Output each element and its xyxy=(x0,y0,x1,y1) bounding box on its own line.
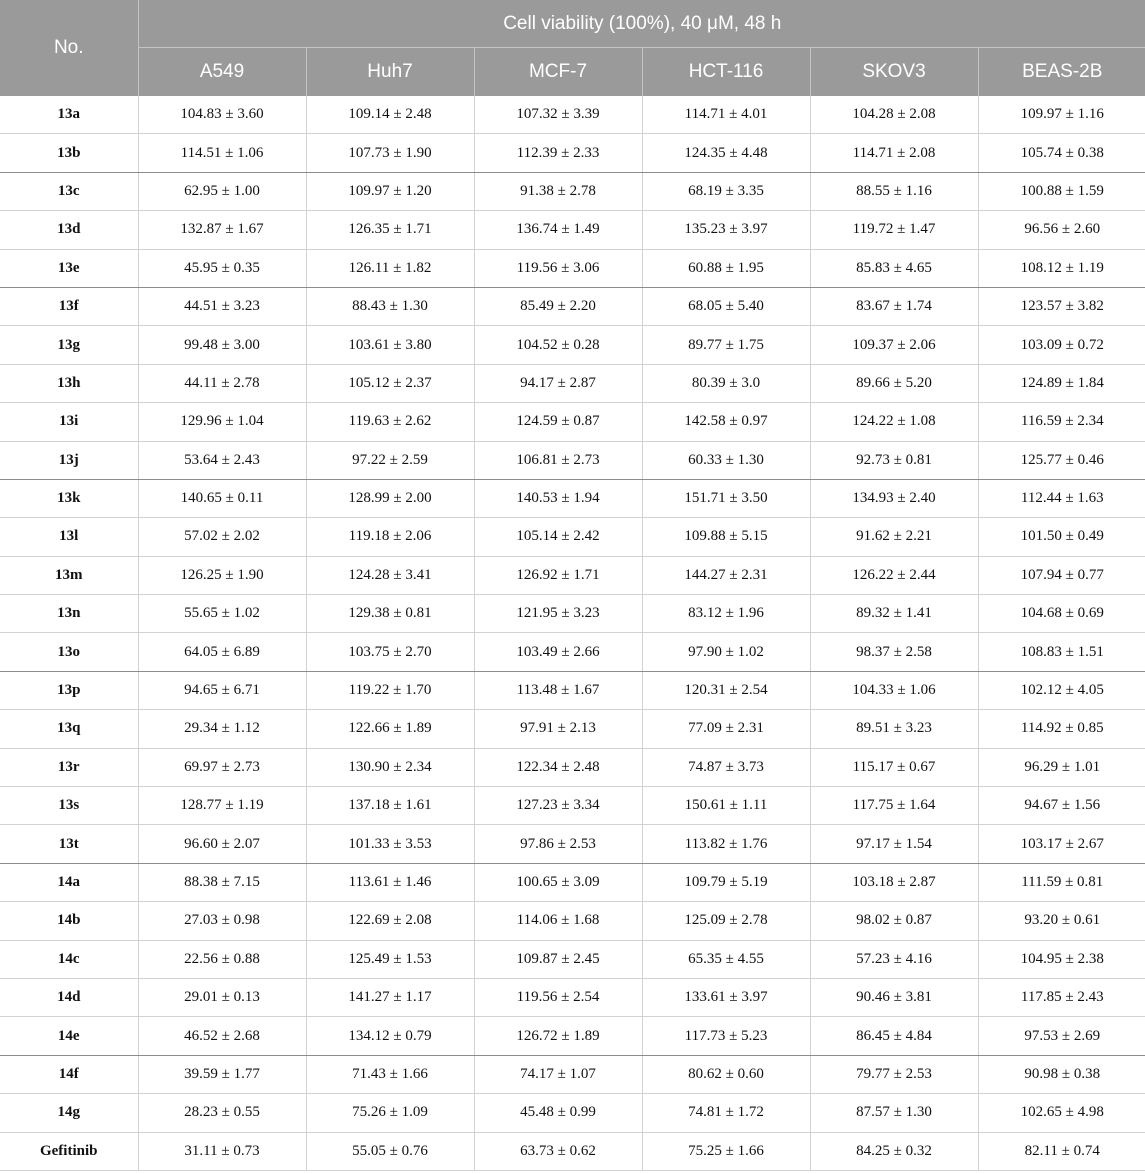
table-row xyxy=(0,825,1145,863)
row-label: 14f xyxy=(0,1055,138,1093)
table-cell: 71.43 ± 1.66 xyxy=(306,1055,474,1093)
row-label: 13l xyxy=(0,518,138,556)
table-cell: 97.90 ± 1.02 xyxy=(642,633,810,671)
table-cell: 117.75 ± 1.64 xyxy=(810,787,978,825)
table-cell: 60.33 ± 1.30 xyxy=(642,441,810,479)
table-cell: 120.31 ± 2.54 xyxy=(642,671,810,709)
table-cell: 96.56 ± 2.60 xyxy=(978,211,1145,249)
table-cell: 129.96 ± 1.04 xyxy=(138,403,306,441)
table-cell: 44.11 ± 2.78 xyxy=(138,364,306,402)
table-cell: 108.83 ± 1.51 xyxy=(978,633,1145,671)
table-cell: 57.23 ± 4.16 xyxy=(810,940,978,978)
table-cell: 113.61 ± 1.46 xyxy=(306,863,474,901)
table-cell: 130.90 ± 2.34 xyxy=(306,748,474,786)
table-cell: 80.39 ± 3.0 xyxy=(642,364,810,402)
table-cell: 117.73 ± 5.23 xyxy=(642,1017,810,1055)
table-cell: 83.12 ± 1.96 xyxy=(642,595,810,633)
table-cell: 104.52 ± 0.28 xyxy=(474,326,642,364)
header-col-a549: A549 xyxy=(138,48,306,97)
table-cell: 109.87 ± 2.45 xyxy=(474,940,642,978)
table-cell: 94.17 ± 2.87 xyxy=(474,364,642,402)
table-cell: 123.57 ± 3.82 xyxy=(978,287,1145,325)
table-cell: 88.38 ± 7.15 xyxy=(138,863,306,901)
table-cell: 80.62 ± 0.60 xyxy=(642,1055,810,1093)
table-cell: 103.17 ± 2.67 xyxy=(978,825,1145,863)
table-cell: 124.59 ± 0.87 xyxy=(474,403,642,441)
row-label: 13r xyxy=(0,748,138,786)
table-cell: 150.61 ± 1.11 xyxy=(642,787,810,825)
table-cell: 101.50 ± 0.49 xyxy=(978,518,1145,556)
table-cell: 111.59 ± 0.81 xyxy=(978,863,1145,901)
row-label: 13g xyxy=(0,326,138,364)
table-cell: 102.12 ± 4.05 xyxy=(978,671,1145,709)
table-cell: 103.18 ± 2.87 xyxy=(810,863,978,901)
table-cell: 103.49 ± 2.66 xyxy=(474,633,642,671)
table-cell: 107.32 ± 3.39 xyxy=(474,96,642,134)
table-row xyxy=(0,1094,1145,1132)
table-row xyxy=(0,211,1145,249)
table-cell: 46.52 ± 2.68 xyxy=(138,1017,306,1055)
row-label: 13e xyxy=(0,249,138,287)
table-cell: 94.65 ± 6.71 xyxy=(138,671,306,709)
table-cell: 22.56 ± 0.88 xyxy=(138,940,306,978)
table-cell: 91.62 ± 2.21 xyxy=(810,518,978,556)
table-cell: 90.98 ± 0.38 xyxy=(978,1055,1145,1093)
table-cell: 109.88 ± 5.15 xyxy=(642,518,810,556)
table-cell: 98.02 ± 0.87 xyxy=(810,902,978,940)
table-cell: 114.71 ± 4.01 xyxy=(642,96,810,134)
row-label: 14c xyxy=(0,940,138,978)
table-cell: 107.73 ± 1.90 xyxy=(306,134,474,172)
table-cell: 115.17 ± 0.67 xyxy=(810,748,978,786)
row-label: 13o xyxy=(0,633,138,671)
table-cell: 119.18 ± 2.06 xyxy=(306,518,474,556)
table-row xyxy=(0,403,1145,441)
table-cell: 122.34 ± 2.48 xyxy=(474,748,642,786)
table-cell: 27.03 ± 0.98 xyxy=(138,902,306,940)
table-row xyxy=(0,134,1145,172)
table-cell: 119.56 ± 3.06 xyxy=(474,249,642,287)
table-cell: 126.35 ± 1.71 xyxy=(306,211,474,249)
table-cell: 119.72 ± 1.47 xyxy=(810,211,978,249)
table-cell: 124.28 ± 3.41 xyxy=(306,556,474,594)
table-cell: 109.37 ± 2.06 xyxy=(810,326,978,364)
header-group-title: Cell viability (100%), 40 μM, 48 h xyxy=(138,0,1145,48)
table-cell: 125.49 ± 1.53 xyxy=(306,940,474,978)
table-cell: 127.23 ± 3.34 xyxy=(474,787,642,825)
table-cell: 97.17 ± 1.54 xyxy=(810,825,978,863)
row-label: Gefitinib xyxy=(0,1132,138,1170)
table-cell: 140.53 ± 1.94 xyxy=(474,479,642,517)
table-cell: 135.23 ± 3.97 xyxy=(642,211,810,249)
table-cell: 124.22 ± 1.08 xyxy=(810,403,978,441)
table-cell: 69.97 ± 2.73 xyxy=(138,748,306,786)
table-cell: 117.85 ± 2.43 xyxy=(978,978,1145,1016)
row-label: 14d xyxy=(0,978,138,1016)
table-cell: 113.48 ± 1.67 xyxy=(474,671,642,709)
table-cell: 75.25 ± 1.66 xyxy=(642,1132,810,1170)
table-cell: 104.33 ± 1.06 xyxy=(810,671,978,709)
table-cell: 101.33 ± 3.53 xyxy=(306,825,474,863)
table-row xyxy=(0,863,1145,901)
table-cell: 104.68 ± 0.69 xyxy=(978,595,1145,633)
table-row xyxy=(0,479,1145,517)
table-cell: 29.01 ± 0.13 xyxy=(138,978,306,1016)
table-cell: 97.91 ± 2.13 xyxy=(474,710,642,748)
row-label: 14g xyxy=(0,1094,138,1132)
row-label: 14b xyxy=(0,902,138,940)
table-cell: 137.18 ± 1.61 xyxy=(306,787,474,825)
table-cell: 45.95 ± 0.35 xyxy=(138,249,306,287)
table-row xyxy=(0,595,1145,633)
row-label: 13p xyxy=(0,671,138,709)
table-row xyxy=(0,441,1145,479)
row-label: 13b xyxy=(0,134,138,172)
table-cell: 65.35 ± 4.55 xyxy=(642,940,810,978)
table-cell: 90.46 ± 3.81 xyxy=(810,978,978,1016)
row-label: 13j xyxy=(0,441,138,479)
table-cell: 86.45 ± 4.84 xyxy=(810,1017,978,1055)
table-row xyxy=(0,710,1145,748)
table-cell: 88.55 ± 1.16 xyxy=(810,172,978,210)
row-label: 14e xyxy=(0,1017,138,1055)
table-cell: 119.56 ± 2.54 xyxy=(474,978,642,1016)
table-cell: 93.20 ± 0.61 xyxy=(978,902,1145,940)
table-cell: 105.12 ± 2.37 xyxy=(306,364,474,402)
table-row xyxy=(0,1132,1145,1170)
table-row xyxy=(0,364,1145,402)
table-cell: 134.12 ± 0.79 xyxy=(306,1017,474,1055)
table-cell: 112.44 ± 1.63 xyxy=(978,479,1145,517)
table-cell: 122.66 ± 1.89 xyxy=(306,710,474,748)
table-cell: 108.12 ± 1.19 xyxy=(978,249,1145,287)
table-cell: 89.77 ± 1.75 xyxy=(642,326,810,364)
table-cell: 125.77 ± 0.46 xyxy=(978,441,1145,479)
row-label: 13k xyxy=(0,479,138,517)
table-cell: 44.51 ± 3.23 xyxy=(138,287,306,325)
table-cell: 96.29 ± 1.01 xyxy=(978,748,1145,786)
table-cell: 53.64 ± 2.43 xyxy=(138,441,306,479)
table-cell: 75.26 ± 1.09 xyxy=(306,1094,474,1132)
header-col-mcf7: MCF-7 xyxy=(474,48,642,97)
row-label: 13a xyxy=(0,96,138,134)
row-label: 13d xyxy=(0,211,138,249)
table-cell: 128.77 ± 1.19 xyxy=(138,787,306,825)
table-header xyxy=(0,0,1145,96)
row-label: 13h xyxy=(0,364,138,402)
table-cell: 119.63 ± 2.62 xyxy=(306,403,474,441)
table-cell: 119.22 ± 1.70 xyxy=(306,671,474,709)
table-cell: 142.58 ± 0.97 xyxy=(642,403,810,441)
table-cell: 63.73 ± 0.62 xyxy=(474,1132,642,1170)
table-cell: 91.38 ± 2.78 xyxy=(474,172,642,210)
table-cell: 98.37 ± 2.58 xyxy=(810,633,978,671)
header-col-hct116: HCT-116 xyxy=(642,48,810,97)
header-col-beas2b: BEAS-2B xyxy=(978,48,1145,97)
table-cell: 133.61 ± 3.97 xyxy=(642,978,810,1016)
table-row xyxy=(0,96,1145,134)
table-cell: 57.02 ± 2.02 xyxy=(138,518,306,556)
table-cell: 97.22 ± 2.59 xyxy=(306,441,474,479)
table-cell: 92.73 ± 0.81 xyxy=(810,441,978,479)
table-cell: 126.25 ± 1.90 xyxy=(138,556,306,594)
table-cell: 126.22 ± 2.44 xyxy=(810,556,978,594)
table-cell: 126.11 ± 1.82 xyxy=(306,249,474,287)
table-cell: 55.65 ± 1.02 xyxy=(138,595,306,633)
table-cell: 109.79 ± 5.19 xyxy=(642,863,810,901)
table-row xyxy=(0,518,1145,556)
table-cell: 74.17 ± 1.07 xyxy=(474,1055,642,1093)
table-cell: 128.99 ± 2.00 xyxy=(306,479,474,517)
table-cell: 129.38 ± 0.81 xyxy=(306,595,474,633)
table-cell: 114.92 ± 0.85 xyxy=(978,710,1145,748)
table-cell: 31.11 ± 0.73 xyxy=(138,1132,306,1170)
table-cell: 141.27 ± 1.17 xyxy=(306,978,474,1016)
table-cell: 97.53 ± 2.69 xyxy=(978,1017,1145,1055)
table-cell: 102.65 ± 4.98 xyxy=(978,1094,1145,1132)
table-row xyxy=(0,249,1145,287)
table-cell: 103.61 ± 3.80 xyxy=(306,326,474,364)
table-row xyxy=(0,1017,1145,1055)
table-row xyxy=(0,902,1145,940)
row-label: 13q xyxy=(0,710,138,748)
table-cell: 122.69 ± 2.08 xyxy=(306,902,474,940)
table-cell: 74.81 ± 1.72 xyxy=(642,1094,810,1132)
table-cell: 114.71 ± 2.08 xyxy=(810,134,978,172)
table-cell: 62.95 ± 1.00 xyxy=(138,172,306,210)
table-cell: 103.09 ± 0.72 xyxy=(978,326,1145,364)
table-cell: 136.74 ± 1.49 xyxy=(474,211,642,249)
table-cell: 134.93 ± 2.40 xyxy=(810,479,978,517)
row-label: 13m xyxy=(0,556,138,594)
table-cell: 116.59 ± 2.34 xyxy=(978,403,1145,441)
table-cell: 103.75 ± 2.70 xyxy=(306,633,474,671)
table-cell: 77.09 ± 2.31 xyxy=(642,710,810,748)
table-cell: 124.89 ± 1.84 xyxy=(978,364,1145,402)
table-cell: 68.05 ± 5.40 xyxy=(642,287,810,325)
table-cell: 109.97 ± 1.20 xyxy=(306,172,474,210)
table-cell: 124.35 ± 4.48 xyxy=(642,134,810,172)
table-cell: 87.57 ± 1.30 xyxy=(810,1094,978,1132)
table-row xyxy=(0,556,1145,594)
table-row xyxy=(0,172,1145,210)
row-label: 14a xyxy=(0,863,138,901)
table-body xyxy=(0,96,1145,1170)
table-row xyxy=(0,940,1145,978)
table-cell: 39.59 ± 1.77 xyxy=(138,1055,306,1093)
table-cell: 55.05 ± 0.76 xyxy=(306,1132,474,1170)
table-cell: 88.43 ± 1.30 xyxy=(306,287,474,325)
header-col-skov3: SKOV3 xyxy=(810,48,978,97)
row-label: 13t xyxy=(0,825,138,863)
table-cell: 126.72 ± 1.89 xyxy=(474,1017,642,1055)
table-cell: 126.92 ± 1.71 xyxy=(474,556,642,594)
table-cell: 89.66 ± 5.20 xyxy=(810,364,978,402)
table-cell: 82.11 ± 0.74 xyxy=(978,1132,1145,1170)
table-cell: 132.87 ± 1.67 xyxy=(138,211,306,249)
table-cell: 121.95 ± 3.23 xyxy=(474,595,642,633)
table-cell: 89.51 ± 3.23 xyxy=(810,710,978,748)
table-cell: 100.88 ± 1.59 xyxy=(978,172,1145,210)
table-cell: 74.87 ± 3.73 xyxy=(642,748,810,786)
table-cell: 85.83 ± 4.65 xyxy=(810,249,978,287)
table-row xyxy=(0,671,1145,709)
table-cell: 99.48 ± 3.00 xyxy=(138,326,306,364)
table-cell: 45.48 ± 0.99 xyxy=(474,1094,642,1132)
row-label: 13n xyxy=(0,595,138,633)
table-cell: 106.81 ± 2.73 xyxy=(474,441,642,479)
table-cell: 60.88 ± 1.95 xyxy=(642,249,810,287)
table-cell: 107.94 ± 0.77 xyxy=(978,556,1145,594)
table-row xyxy=(0,633,1145,671)
row-label: 13f xyxy=(0,287,138,325)
table-cell: 29.34 ± 1.12 xyxy=(138,710,306,748)
table-cell: 97.86 ± 2.53 xyxy=(474,825,642,863)
table-cell: 105.74 ± 0.38 xyxy=(978,134,1145,172)
table-cell: 109.97 ± 1.16 xyxy=(978,96,1145,134)
table-cell: 85.49 ± 2.20 xyxy=(474,287,642,325)
table-cell: 114.51 ± 1.06 xyxy=(138,134,306,172)
table-cell: 109.14 ± 2.48 xyxy=(306,96,474,134)
row-label: 13s xyxy=(0,787,138,825)
table-cell: 104.83 ± 3.60 xyxy=(138,96,306,134)
table-row xyxy=(0,978,1145,1016)
table-cell: 140.65 ± 0.11 xyxy=(138,479,306,517)
table-cell: 113.82 ± 1.76 xyxy=(642,825,810,863)
table-cell: 114.06 ± 1.68 xyxy=(474,902,642,940)
table-cell: 112.39 ± 2.33 xyxy=(474,134,642,172)
table-row xyxy=(0,1055,1145,1093)
table-cell: 28.23 ± 0.55 xyxy=(138,1094,306,1132)
table-cell: 84.25 ± 0.32 xyxy=(810,1132,978,1170)
header-col-huh7: Huh7 xyxy=(306,48,474,97)
table-cell: 96.60 ± 2.07 xyxy=(138,825,306,863)
table-cell: 79.77 ± 2.53 xyxy=(810,1055,978,1093)
header-no: No. xyxy=(0,0,138,96)
table-cell: 83.67 ± 1.74 xyxy=(810,287,978,325)
table-cell: 105.14 ± 2.42 xyxy=(474,518,642,556)
row-label: 13i xyxy=(0,403,138,441)
table-cell: 104.28 ± 2.08 xyxy=(810,96,978,134)
table-row xyxy=(0,787,1145,825)
table-cell: 94.67 ± 1.56 xyxy=(978,787,1145,825)
table-cell: 104.95 ± 2.38 xyxy=(978,940,1145,978)
row-label: 13c xyxy=(0,172,138,210)
table-cell: 144.27 ± 2.31 xyxy=(642,556,810,594)
table-cell: 100.65 ± 3.09 xyxy=(474,863,642,901)
table-row xyxy=(0,287,1145,325)
table-cell: 64.05 ± 6.89 xyxy=(138,633,306,671)
table-cell: 89.32 ± 1.41 xyxy=(810,595,978,633)
table-cell: 68.19 ± 3.35 xyxy=(642,172,810,210)
table-row xyxy=(0,326,1145,364)
table-cell: 125.09 ± 2.78 xyxy=(642,902,810,940)
table-cell: 151.71 ± 3.50 xyxy=(642,479,810,517)
table-row xyxy=(0,748,1145,786)
